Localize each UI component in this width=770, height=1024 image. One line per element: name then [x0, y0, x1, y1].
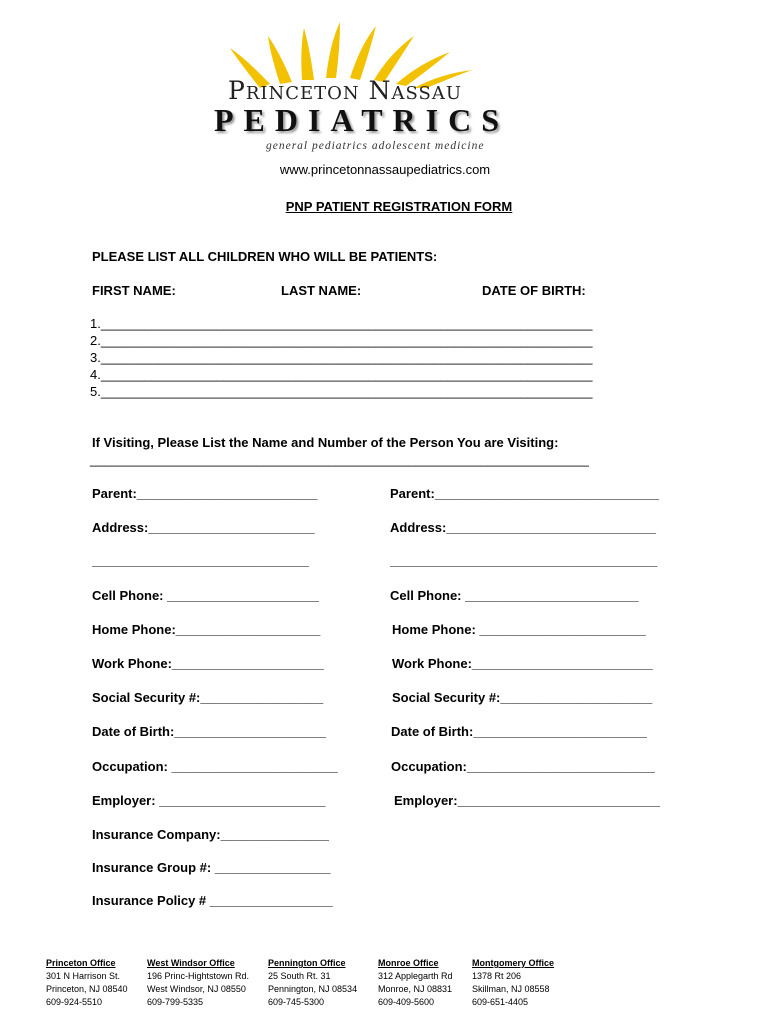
office-monroe [378, 957, 453, 1009]
left-address2-field[interactable]: ______________________________ [92, 553, 309, 568]
logo-title-line2: PEDIATRICS [214, 102, 509, 138]
insurance-group-field[interactable]: Insurance Group #: ________________ [92, 860, 331, 875]
logo [200, 18, 540, 158]
office-phone: 609-651-4405 [472, 997, 529, 1007]
child-line-4[interactable]: 4.____________________________________________________________________ [90, 367, 593, 382]
office-street: 25 South Rt. 31 [268, 971, 331, 981]
office-phone: 609-799-5335 [147, 997, 204, 1007]
office-pennington [268, 957, 357, 1009]
office-name: Pennington Office [268, 958, 346, 968]
left-address-field[interactable]: Address:_______________________ [92, 520, 315, 535]
office-montgomery [472, 957, 554, 1009]
right-address-field[interactable]: Address:_____________________________ [390, 520, 657, 535]
office-city: Skillman, NJ 08558 [472, 984, 550, 994]
insurance-policy-field[interactable]: Insurance Policy # _________________ [92, 893, 333, 908]
logo-tagline: general pediatrics adolescent medicine [266, 140, 485, 152]
right-address2-field[interactable]: _____________________________________ [390, 553, 658, 568]
office-city: Monroe, NJ 08831 [378, 984, 453, 994]
child-line-2[interactable]: 2.____________________________________________________________________ [90, 333, 593, 348]
col-last-name: LAST NAME: [281, 283, 362, 298]
child-line-1[interactable]: 1.____________________________________________________________________ [90, 316, 593, 331]
office-phone: 609-924-5510 [46, 997, 103, 1007]
right-parent-field[interactable]: Parent:_______________________________ [390, 486, 659, 501]
office-name: Monroe Office [378, 958, 439, 968]
office-name: Montgomery Office [472, 958, 555, 968]
visiting-line[interactable]: _____________________________________________________________________ [90, 452, 589, 467]
child-line-5[interactable]: 5.____________________________________________________________________ [90, 384, 593, 399]
office-princeton [46, 957, 128, 1009]
office-phone: 609-745-5300 [268, 997, 325, 1007]
office-name: West Windsor Office [147, 958, 235, 968]
left-parent-field[interactable]: Parent:_________________________ [92, 486, 318, 501]
office-city: Princeton, NJ 08540 [46, 984, 128, 994]
right-home-phone-field[interactable]: Home Phone: _______________________ [392, 622, 646, 637]
left-cell-phone-field[interactable]: Cell Phone: _____________________ [92, 588, 319, 603]
left-dob-field[interactable]: Date of Birth:_____________________ [92, 724, 327, 739]
insurance-company-field[interactable]: Insurance Company:_______________ [92, 827, 330, 842]
col-first-name: FIRST NAME: [92, 283, 176, 298]
office-city: West Windsor, NJ 08550 [147, 984, 246, 994]
office-west-windsor [147, 957, 249, 1009]
children-heading: PLEASE LIST ALL CHILDREN WHO WILL BE PATIENTS: [92, 249, 438, 264]
office-street: 196 Princ-Hightstown Rd. [147, 971, 250, 981]
visiting-label: If Visiting, Please List the Name and Number of the Person You are Visiting: [92, 435, 559, 450]
form-title: PNP PATIENT REGISTRATION FORM [285, 199, 513, 214]
office-city: Pennington, NJ 08534 [268, 984, 358, 994]
left-ssn-field[interactable]: Social Security #:_________________ [92, 690, 324, 705]
right-cell-phone-field[interactable]: Cell Phone: ________________________ [390, 588, 639, 603]
logo-title-line1: Princeton Nassau [228, 76, 462, 105]
left-employer-field[interactable]: Employer: _______________________ [92, 793, 326, 808]
website-link[interactable]: www.princetonnassaupediatrics.com [279, 162, 491, 177]
right-ssn-field[interactable]: Social Security #:_____________________ [392, 690, 653, 705]
right-dob-field[interactable]: Date of Birth:________________________ [391, 724, 647, 739]
right-employer-field[interactable]: Employer:____________________________ [394, 793, 661, 808]
left-occupation-field[interactable]: Occupation: _______________________ [92, 759, 338, 774]
left-work-phone-field[interactable]: Work Phone:_____________________ [92, 656, 324, 671]
child-line-3[interactable]: 3.____________________________________________________________________ [90, 350, 593, 365]
right-occupation-field[interactable]: Occupation:__________________________ [391, 759, 655, 774]
col-date-of-birth: DATE OF BIRTH: [482, 283, 586, 298]
office-name: Princeton Office [46, 958, 116, 968]
office-street: 312 Applegarth Rd [378, 971, 453, 981]
office-street: 1378 Rt 206 [472, 971, 522, 981]
right-work-phone-field[interactable]: Work Phone:_________________________ [392, 656, 653, 671]
office-street: 301 N Harrison St. [46, 971, 121, 981]
office-phone: 609-409-5600 [378, 997, 435, 1007]
left-home-phone-field[interactable]: Home Phone:____________________ [92, 622, 321, 637]
